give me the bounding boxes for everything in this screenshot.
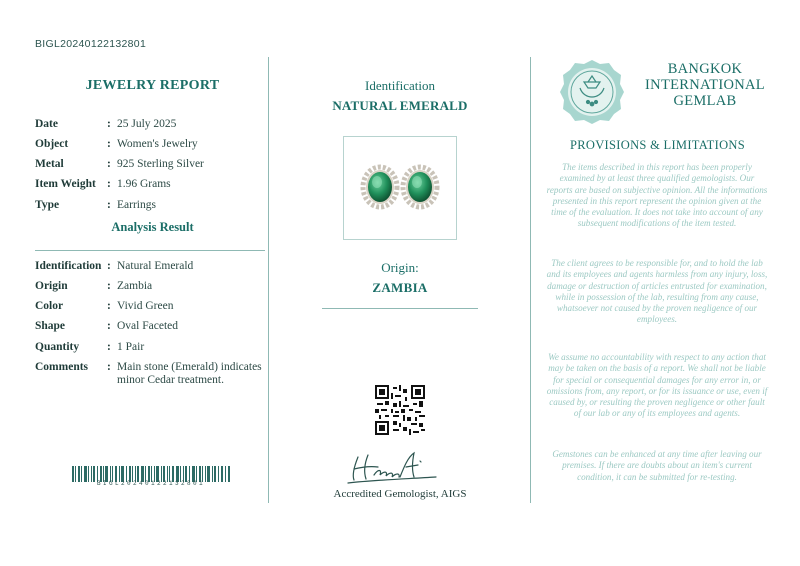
- analysis-label: Comments: [35, 361, 89, 373]
- emerald-earrings-image: [344, 137, 456, 239]
- analysis-row-identification: Identification : Natural Emerald: [35, 260, 265, 273]
- analysis-label: Quantity: [35, 341, 80, 353]
- identification-label: Identification: [364, 78, 436, 93]
- provisions-title: PROVISIONS & LIMITATIONS: [570, 138, 745, 152]
- gemologist-title: Accredited Gemologist, AIGS: [333, 488, 467, 500]
- detail-label: Object: [35, 138, 69, 150]
- gemlab-seal-logo: [558, 58, 626, 126]
- analysis-label: Identification: [35, 260, 102, 272]
- detail-value: 1.96 Grams: [117, 178, 171, 190]
- analysis-heading: Analysis Result: [111, 220, 194, 234]
- analysis-value: Natural Emerald: [117, 260, 194, 272]
- analysis-row-quantity: Quantity : 1 Pair: [35, 341, 265, 354]
- analysis-row-color: Color : Vivid Green: [35, 300, 265, 313]
- qr-code: [375, 385, 425, 435]
- lab-name: [630, 61, 780, 109]
- column-divider-left: [268, 57, 269, 503]
- report-title: JEWELRY REPORT: [85, 78, 220, 93]
- analysis-value: Zambia: [117, 280, 153, 292]
- item-photo: [343, 136, 457, 240]
- provisions-paragraph-4: Gemstones can be enhanced at any time after leaving our premises. If there are doubts about an item's current condition, it can be submitted for re-testing.: [552, 449, 762, 482]
- detail-label: Date: [35, 118, 58, 130]
- analysis-divider: [35, 250, 265, 251]
- lab-name-line-2: INTERNATIONAL: [645, 77, 765, 93]
- origin-divider: [322, 308, 478, 309]
- analysis-value: Vivid Green: [117, 300, 174, 312]
- analysis-row-comments: Comments : Main stone (Emerald) indicates minor Cedar treatment.: [35, 361, 265, 387]
- detail-value: 25 July 2025: [117, 118, 177, 130]
- detail-value: Women's Jewelry: [117, 138, 198, 150]
- detail-row-date: Date : 25 July 2025: [35, 118, 265, 131]
- analysis-value: 1 Pair: [117, 341, 145, 353]
- detail-row-object: Object : Women's Jewelry: [35, 138, 265, 151]
- identification-value: NATURAL EMERALD: [332, 98, 468, 113]
- analysis-value: Main stone (Emerald) indicates minor Cedar treatment.: [117, 361, 262, 386]
- lab-name-line-1: BANGKOK: [667, 61, 743, 77]
- lab-name-line-3: GEMLAB: [673, 93, 737, 109]
- provisions-paragraph-3: We assume no accountability with respect to any action that may be taken on the basis of a report. We shall not be liable for special or consequential damages for any error in, or omissions from, any report, or for its issuance or use, even if caused by, or resulting the proven negligence or other fault of our lab or any of its employees and agents.: [546, 352, 768, 419]
- detail-label: Metal: [35, 158, 64, 170]
- report-number: BIGL20240122132801: [35, 38, 147, 50]
- detail-value: Earrings: [117, 199, 156, 211]
- detail-label: Type: [35, 199, 60, 211]
- detail-row-type: Type : Earrings: [35, 199, 265, 212]
- detail-row-metal: Metal : 925 Sterling Silver: [35, 158, 265, 171]
- barcode-number: BIGL20240122132801: [96, 480, 205, 487]
- detail-row-weight: Item Weight : 1.96 Grams: [35, 178, 265, 191]
- provisions-paragraph-2: The client agrees to be responsible for, and to hold the lab and its employees and agents harmless from any injury, loss, damage or destruction of articles entrusted for examination, while in possession of the lab, resulting from any cause, whatsoever not caused by the proven negligence of our employees.: [546, 258, 768, 325]
- origin-label: Origin:: [381, 260, 419, 275]
- analysis-row-origin: Origin : Zambia: [35, 280, 265, 293]
- analysis-row-shape: Shape : Oval Faceted: [35, 320, 265, 333]
- detail-value: 925 Sterling Silver: [117, 158, 204, 170]
- detail-label: Item Weight: [35, 178, 96, 190]
- analysis-label: Color: [35, 300, 64, 312]
- gemologist-signature: [344, 447, 440, 487]
- origin-value: ZAMBIA: [372, 280, 428, 295]
- analysis-value: Oval Faceted: [117, 320, 178, 332]
- column-divider-right: [530, 57, 531, 503]
- analysis-label: Shape: [35, 320, 66, 332]
- provisions-paragraph-1: The items described in this report has been properly examined by at least three qualified gemologists. Our reports are based on subjective opinion. All the informations presented in this report represent the opinion given at the time of the evaluation. It does not take into account of any subsequent modifications of the item tested.: [546, 162, 768, 229]
- analysis-label: Origin: [35, 280, 68, 292]
